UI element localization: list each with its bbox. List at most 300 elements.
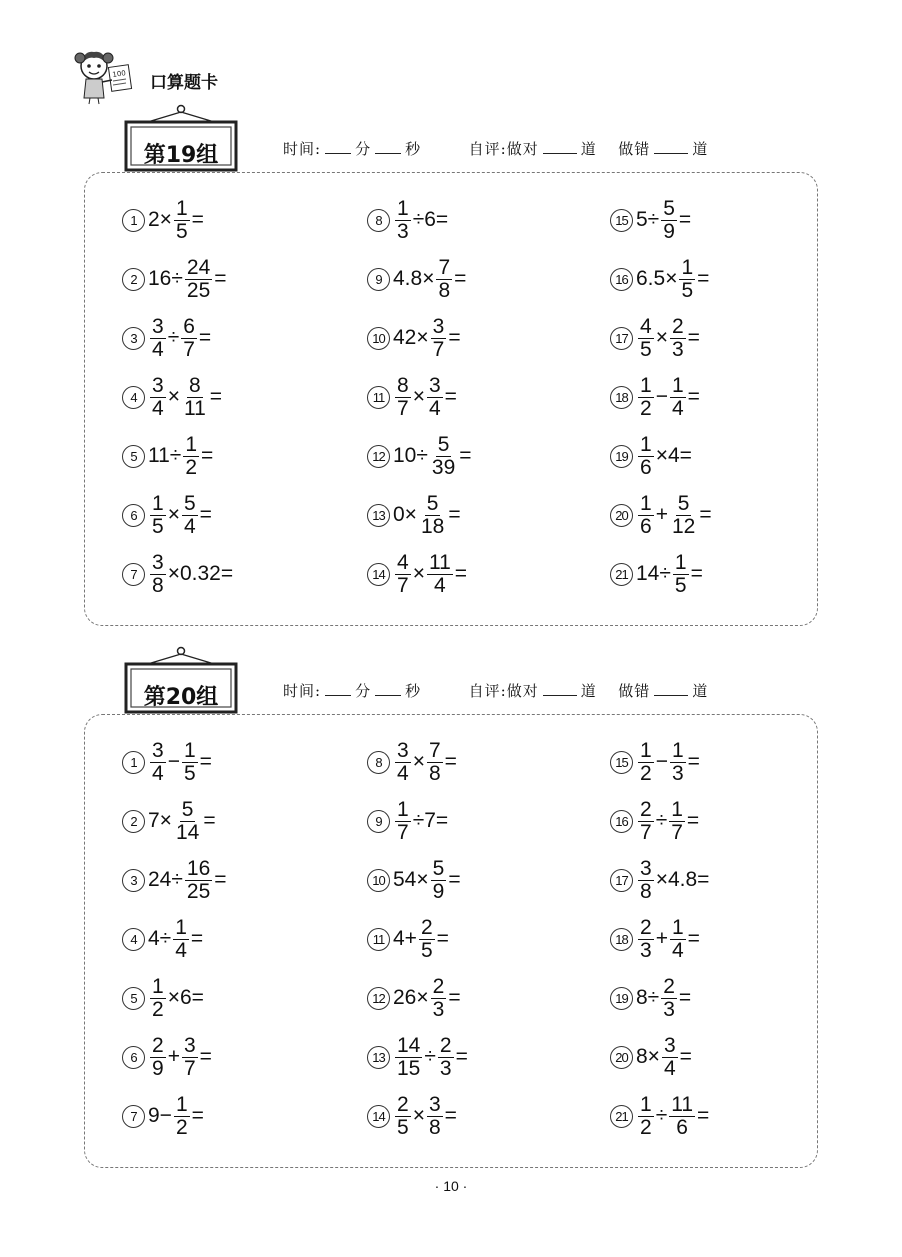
problem-number: 12 [367,987,390,1010]
expression-text: 14÷ [636,562,671,585]
expression-text: 6.5× [636,267,678,290]
expression-text: = [199,503,212,526]
fraction [427,740,443,785]
expression-text: = [198,326,212,349]
numerator: 1 [397,797,409,821]
problem-number: 3 [122,869,145,892]
seconds-blank[interactable] [375,139,401,154]
numerator: 5 [663,196,675,220]
denominator: 14 [175,820,200,844]
expression-text: × [167,385,180,408]
fraction [395,740,411,785]
denominator: 7 [671,820,683,844]
expression-text: ×6= [167,986,204,1009]
fraction [438,1035,454,1080]
denominator: 4 [152,761,164,785]
fraction [638,858,654,903]
numerator: 2 [663,974,675,998]
denominator: 2 [175,1115,188,1139]
denominator: 5 [175,219,188,243]
expression-text: 16÷ [148,267,183,290]
math-problem [122,1027,212,1087]
expression-text: ÷ [167,326,180,349]
denominator: 7 [640,820,652,844]
expression-text: ÷7= [412,809,449,832]
expression-text: = [199,750,212,773]
fraction [670,375,686,420]
numerator: 1 [674,550,687,574]
problem-number: 4 [122,928,145,951]
expression-text: = [201,444,214,467]
denominator: 6 [640,514,652,538]
denominator: 9 [663,219,675,243]
numerator: 1 [397,196,409,220]
fraction [182,375,208,420]
math-problem [122,367,222,427]
numerator: 1 [671,738,684,762]
expression-text: = [697,267,710,290]
expression-text: = [444,750,457,773]
problem-number: 15 [610,751,633,774]
denominator: 7 [397,573,409,597]
numerator: 6 [183,314,195,338]
expression-text: 10÷ [393,444,428,467]
fraction [679,257,695,302]
math-problem [610,367,700,427]
math-problem [367,732,457,792]
problem-number: 14 [367,563,390,586]
problem-number: 1 [122,751,145,774]
denominator: 8 [428,761,441,785]
denominator: 18 [420,514,445,538]
math-problem [610,909,700,969]
fraction [638,434,654,479]
numerator: 2 [152,1033,164,1057]
fraction [638,917,654,962]
math-problem [367,968,461,1028]
numerator: 5 [183,491,196,515]
fraction [150,976,166,1021]
math-problem [610,544,703,604]
fraction [670,917,686,962]
expression-text: = [687,385,700,408]
denominator: 11 [183,396,206,420]
numerator: 24 [186,255,211,279]
numerator: 11 [428,550,451,574]
fraction [638,375,654,420]
denominator: 8 [640,879,652,903]
denominator: 5 [420,938,433,962]
expression-text: ÷ [655,809,668,832]
numerator: 5 [437,432,450,456]
denominator: 3 [397,219,409,243]
numerator: 1 [640,738,652,762]
math-problem [610,1086,709,1146]
numerator: 3 [428,1092,441,1116]
denominator: 3 [663,997,675,1021]
numerator: 1 [152,491,164,515]
expression-text: 4.8× [393,267,435,290]
math-problem [367,544,467,604]
expression-text: 11÷ [148,444,182,467]
numerator: 3 [663,1033,676,1057]
minutes-blank[interactable] [325,139,351,154]
problem-number: 6 [122,1046,145,1069]
correct-count-blank[interactable] [543,139,577,154]
expression-text: 8÷ [636,986,660,1009]
denominator: 8 [428,1115,441,1139]
math-problem [610,791,699,851]
numerator: 3 [152,550,164,574]
fraction [173,917,189,962]
fraction [638,799,654,844]
math-problem [610,308,700,368]
expression-text: = [697,1104,710,1127]
denominator: 4 [397,761,409,785]
math-problem [367,1027,468,1087]
expression-text: = [444,1104,457,1127]
group-title: 第19组 [143,143,219,168]
fraction [174,799,201,844]
correct-count-blank[interactable] [543,681,577,696]
math-problem [122,485,212,545]
denominator: 7 [397,396,409,420]
expression-text: 7× [148,809,172,832]
expression-text: = [678,986,692,1009]
problem-number: 18 [610,928,633,951]
numerator: 1 [175,1092,188,1116]
fraction [661,198,677,243]
math-problem [367,850,461,910]
fraction [661,976,677,1021]
fraction [182,1035,198,1080]
numerator: 1 [640,1092,652,1116]
expression-text: + [655,503,668,526]
numerator: 4 [397,550,409,574]
numerator: 1 [183,738,196,762]
math-problem [367,249,466,309]
denominator: 4 [183,514,196,538]
group-plaque [123,118,239,170]
fraction [395,1094,411,1139]
problem-number: 16 [610,810,633,833]
numerator: 7 [428,738,441,762]
denominator: 4 [663,1056,676,1080]
numerator: 5 [181,797,194,821]
fraction [431,858,447,903]
wrong-count-blank[interactable] [654,681,688,696]
expression-text: − [655,385,668,408]
fraction [395,375,411,420]
numerator: 2 [432,974,445,998]
denominator: 5 [640,337,652,361]
fraction [395,198,411,243]
problem-number: 16 [610,268,633,291]
problem-number: 13 [367,504,390,527]
numerator: 14 [397,1033,421,1057]
problem-number: 17 [610,327,633,350]
numerator: 11 [671,1092,694,1116]
expression-text: 9− [148,1104,172,1127]
math-problem [122,909,203,969]
math-problem [367,485,461,545]
denominator: 3 [640,938,652,962]
expression-text: − [655,750,668,773]
fraction [427,1094,443,1139]
expression-text: = [454,562,468,585]
problem-number: 9 [367,810,390,833]
expression-text: − [167,750,180,773]
expression-text: = [455,1045,468,1068]
numerator: 3 [152,373,164,397]
problem-number: 7 [122,1105,145,1128]
math-problem [122,544,233,604]
problem-number: 20 [610,504,633,527]
fraction [150,552,166,597]
denominator: 6 [676,1115,688,1139]
expression-text: × [655,326,668,349]
fraction [673,552,689,597]
problem-number: 2 [122,810,145,833]
problem-number: 3 [122,327,145,350]
numerator: 1 [175,915,187,939]
fraction [150,740,166,785]
math-problem [610,485,712,545]
fraction [427,552,453,597]
numerator: 2 [640,797,652,821]
denominator: 5 [681,278,694,302]
denominator: 12 [671,514,696,538]
math-problem [367,791,448,851]
problem-number: 19 [610,987,633,1010]
numerator: 1 [681,255,694,279]
math-problem [122,732,212,792]
fraction [150,1035,166,1080]
denominator: 7 [183,337,195,361]
denominator: 9 [432,879,445,903]
denominator: 5 [152,514,164,538]
numerator: 3 [428,373,441,397]
numerator: 8 [397,373,409,397]
problem-number: 2 [122,268,145,291]
fraction [431,316,447,361]
svg-text:100: 100 [111,69,127,79]
fraction [395,799,411,844]
fraction [395,1035,422,1080]
fraction [638,1094,654,1139]
fraction [182,740,198,785]
denominator: 4 [671,396,684,420]
expression-text: ×4= [655,444,692,467]
denominator: 9 [152,1056,164,1080]
fraction [436,257,452,302]
expression-text: = [203,809,216,832]
expression-text: = [448,326,461,349]
denominator: 4 [671,938,684,962]
denominator: 2 [640,1115,652,1139]
numerator: 5 [426,491,439,515]
fraction [183,434,199,479]
numerator: 1 [152,974,164,998]
numerator: 1 [671,373,684,397]
numerator: 3 [152,738,164,762]
math-problem [122,426,213,486]
expression-text: × [412,1104,425,1127]
expression-text: 2× [148,208,172,231]
fraction [430,434,457,479]
math-problem [610,426,692,486]
expression-text: 26× [393,986,429,1009]
denominator: 2 [640,396,652,420]
problem-number: 8 [367,751,390,774]
problem-number: 11 [367,386,390,409]
problem-number: 9 [367,268,390,291]
numerator: 5 [432,856,445,880]
numerator: 3 [152,314,164,338]
denominator: 3 [432,997,445,1021]
math-problem [367,1086,457,1146]
fraction [427,375,443,420]
math-problem [122,791,216,851]
math-problem [367,367,457,427]
denominator: 3 [671,761,684,785]
expression-text: = [209,385,223,408]
expression-text: = [459,444,472,467]
denominator: 39 [431,455,456,479]
problem-number: 19 [610,445,633,468]
numerator: 1 [671,797,683,821]
numerator: 4 [640,314,652,338]
problem-number: 21 [610,563,633,586]
math-problem [122,850,227,910]
problem-number: 12 [367,445,390,468]
fraction [174,1094,190,1139]
expression-text: 0× [393,503,417,526]
denominator: 8 [152,573,164,597]
math-problem [122,968,204,1028]
denominator: 3 [439,1056,452,1080]
numerator: 5 [677,491,690,515]
math-problem [122,308,211,368]
expression-text: = [191,1104,204,1127]
expression-text: ×4.8= [655,868,710,891]
minutes-blank[interactable] [325,681,351,696]
numerator: 2 [671,314,684,338]
self-assessment-line: 时间: 分 秒 自评:做对 道 做错 道 [283,682,709,700]
problem-number: 11 [367,928,390,951]
math-problem [367,426,472,486]
numerator: 3 [183,1033,196,1057]
fraction [185,858,212,903]
expression-text: = [448,986,461,1009]
expression-text: = [454,267,467,290]
problem-number: 20 [610,1046,633,1069]
numerator: 1 [640,373,652,397]
expression-text: + [655,927,668,950]
expression-text: = [448,868,461,891]
denominator: 6 [640,455,652,479]
problem-number: 6 [122,504,145,527]
fraction [669,799,685,844]
problem-number: 18 [610,386,633,409]
fraction [150,316,166,361]
expression-text: × [167,503,180,526]
expression-text: = [214,267,227,290]
group-plaque [123,660,239,712]
problem-number: 4 [122,386,145,409]
math-problem [610,190,691,250]
problem-number: 5 [122,445,145,468]
expression-text: = [199,1045,212,1068]
expression-text: ÷ [655,1104,668,1127]
denominator: 2 [185,455,198,479]
expression-text: = [448,503,461,526]
problem-number: 17 [610,869,633,892]
numerator: 2 [420,915,433,939]
fraction [174,198,190,243]
math-problem [367,308,461,368]
math-problem [122,249,227,309]
seconds-blank[interactable] [375,681,401,696]
fraction [669,1094,695,1139]
denominator: 4 [152,396,164,420]
numerator: 1 [640,491,652,515]
numerator: 3 [432,314,445,338]
expression-text: ÷6= [412,208,449,231]
expression-text: ÷ [424,1045,436,1068]
denominator: 5 [183,761,196,785]
page-number: · 10 · [434,1178,468,1194]
numerator: 2 [397,1092,409,1116]
denominator: 8 [438,278,451,302]
expression-text: ×0.32= [167,562,234,585]
problem-number: 10 [367,869,390,892]
numerator: 2 [439,1033,452,1057]
fraction [150,493,166,538]
wrong-count-blank[interactable] [654,139,688,154]
denominator: 2 [152,997,164,1021]
denominator: 4 [428,396,441,420]
math-problem [610,1027,692,1087]
denominator: 7 [397,820,409,844]
fraction [670,740,686,785]
expression-text: = [686,809,700,832]
problem-number: 8 [367,209,390,232]
expression-text: × [412,750,425,773]
problem-number: 15 [610,209,633,232]
expression-text: × [412,385,425,408]
denominator: 2 [640,761,652,785]
math-problem [367,909,449,969]
expression-text: 24÷ [148,868,183,891]
expression-text: 4÷ [148,927,172,950]
fraction [670,493,697,538]
card-title: 口算题卡 [150,73,218,93]
expression-text: + [167,1045,180,1068]
denominator: 7 [432,337,445,361]
problem-number: 13 [367,1046,390,1069]
self-assessment-line: 时间: 分 秒 自评:做对 道 做错 道 [283,140,709,158]
expression-text: = [444,385,457,408]
denominator: 15 [397,1056,421,1080]
problem-number: 14 [367,1105,390,1128]
numerator: 1 [175,196,188,220]
math-problem [610,249,709,309]
fraction [638,316,654,361]
fraction [182,493,198,538]
denominator: 3 [671,337,684,361]
problem-number: 10 [367,327,390,350]
